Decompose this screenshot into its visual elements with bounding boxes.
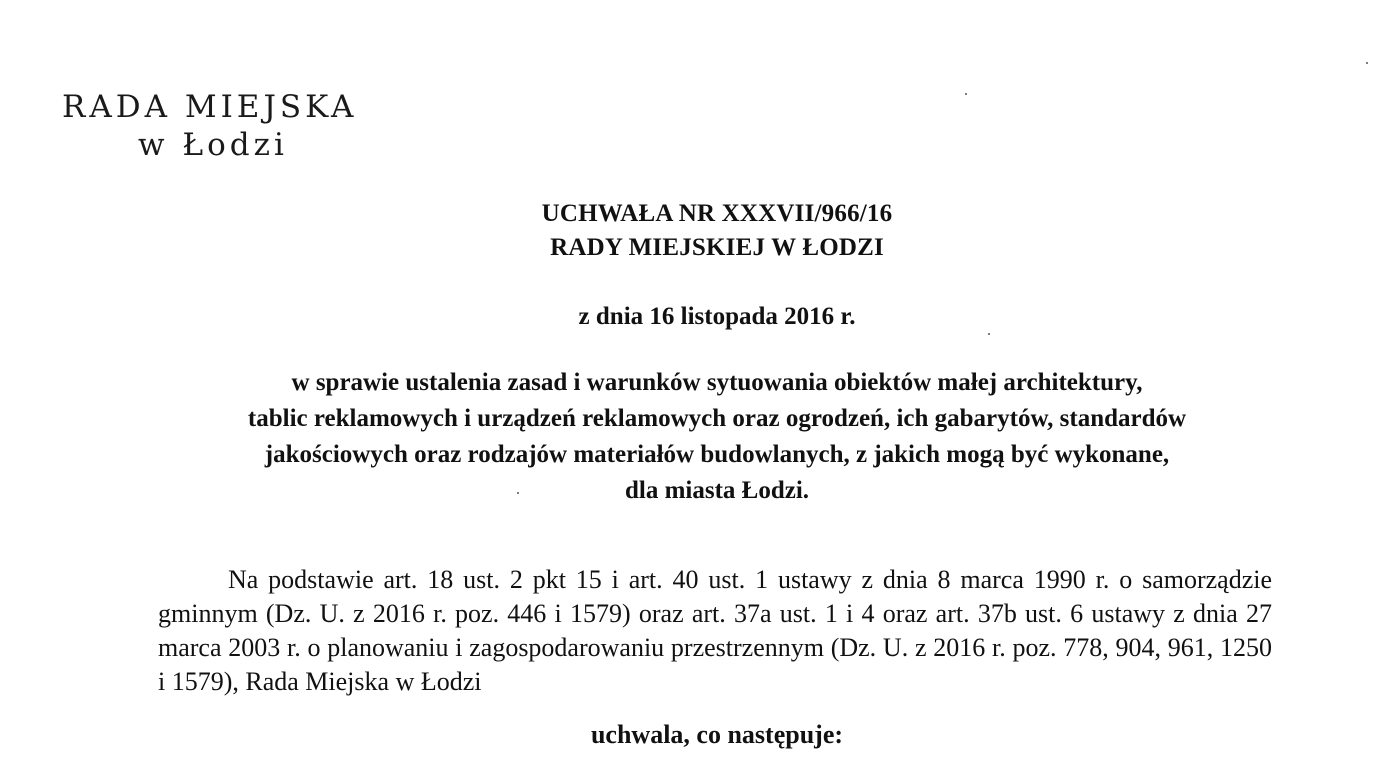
stamp-line-1: RADA MIEJSKA [62,89,358,125]
resolution-date: z dnia 16 listopada 2016 r. [578,303,856,330]
subject-line-2: tablic reklamowych i urządzeń reklamowych oraz ogrodzeń, ich gabarytów, standardów [247,405,1187,432]
scan-speck [1366,62,1368,64]
subject-line-4: dla miasta Łodzi. [624,477,810,504]
resolution-title [0,197,1390,265]
scan-speck [517,492,519,494]
scan-speck [988,333,990,335]
scan-speck [965,93,967,95]
legal-basis-paragraph [158,563,1272,699]
stamp-line-2: w Łodzi [138,127,288,163]
subject-line-3: jakościowych oraz rodzajów materiałów budowlanych, z jakich mogą być wykonane, [264,441,1170,468]
title-line-2: RADY MIEJSKIEJ W ŁODZI [550,234,884,261]
title-line-1: UCHWAŁA NR XXXVII/966/16 [541,200,893,227]
resolution-subject [0,365,1390,509]
council-stamp [62,88,357,164]
resolves-text: uchwala, co następuje: [590,720,844,749]
subject-line-1: w sprawie ustalenia zasad i warunków sytuowania obiektów małej architektury, [291,369,1143,396]
resolves-heading [0,719,1390,751]
legal-basis-text: Na podstawie art. 18 ust. 2 pkt 15 i art. 40 ust. 1 ustawy z dnia 8 marca 1990 r. o samorządzie gminnym (Dz. U. z 2016 r. poz. 446 i 1579) oraz art. 37a ust. 1 i 4 oraz art. 37b ust. 6 ustawy z dnia 27 marca 2003 r. o planowaniu i zagospodarowaniu przestrzennym (Dz. U. z 2016 r. poz. 778, 904, 961, 1250 i 1579), Rada Miejska w Łodzi [158,565,1272,696]
